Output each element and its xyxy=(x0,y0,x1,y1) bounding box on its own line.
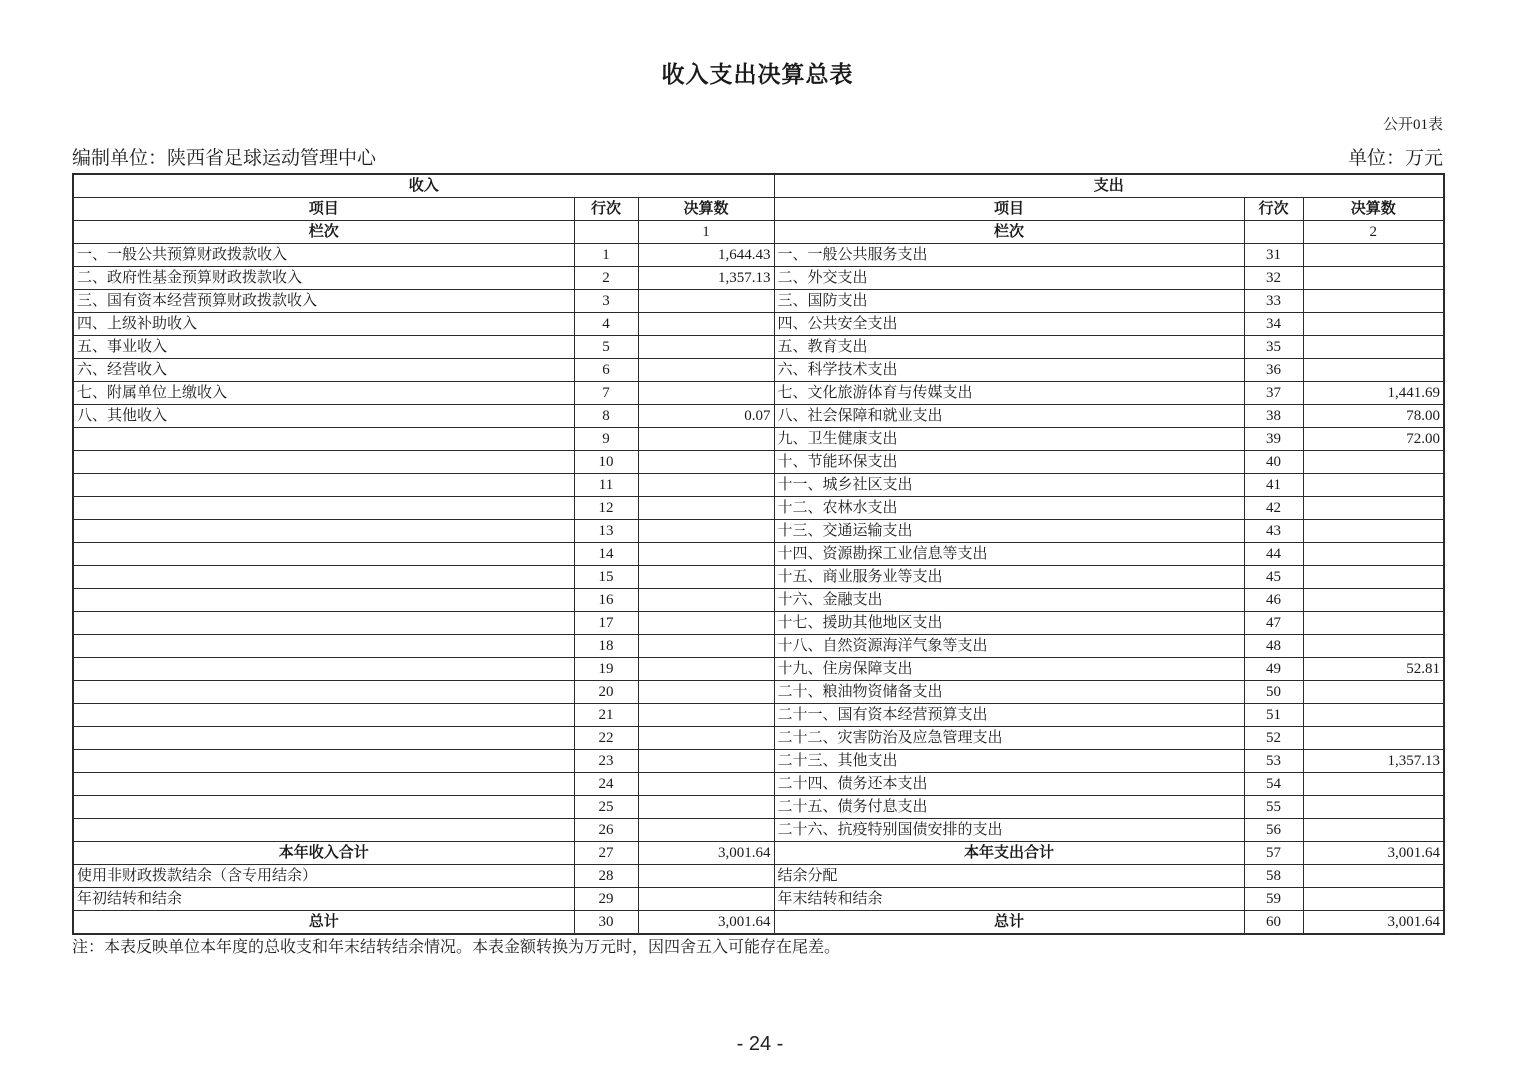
expense-item: 十五、商业服务业等支出 xyxy=(774,566,1244,589)
table-row xyxy=(73,497,1444,520)
expense-item: 七、文化旅游体育与传媒支出 xyxy=(774,382,1244,405)
income-item: 五、事业收入 xyxy=(73,336,574,359)
expense-line: 52 xyxy=(1244,727,1303,750)
income-amount xyxy=(638,497,774,520)
meta-row xyxy=(72,147,1443,171)
table-row xyxy=(73,842,1444,865)
income-item: 使用非财政拨款结余（含专用结余） xyxy=(73,865,574,888)
expense-line: 57 xyxy=(1244,842,1303,865)
income-amount xyxy=(638,474,774,497)
column-index-row xyxy=(73,221,1444,244)
income-column-number: 1 xyxy=(638,221,774,244)
expense-item: 十三、交通运输支出 xyxy=(774,520,1244,543)
page-number: - 24 - xyxy=(736,1033,784,1055)
income-line: 30 xyxy=(574,911,638,935)
column-header-row xyxy=(73,198,1444,221)
income-item xyxy=(73,428,574,451)
income-amount xyxy=(638,382,774,405)
expense-amount: 52.81 xyxy=(1303,658,1444,681)
expense-item: 一、一般公共服务支出 xyxy=(774,244,1244,267)
income-item: 总计 xyxy=(73,911,574,935)
expense-amount xyxy=(1303,543,1444,566)
expense-line: 37 xyxy=(1244,382,1303,405)
expense-item: 八、社会保障和就业支出 xyxy=(774,405,1244,428)
income-amount-header: 决算数 xyxy=(638,198,774,221)
expense-item: 年末结转和结余 xyxy=(774,888,1244,911)
section-header-row xyxy=(73,174,1444,198)
income-item: 一、一般公共预算财政拨款收入 xyxy=(73,244,574,267)
form-code-label: 公开01表 xyxy=(1382,117,1443,133)
income-line: 19 xyxy=(574,658,638,681)
expense-line: 56 xyxy=(1244,819,1303,842)
expense-column-number: 2 xyxy=(1303,221,1444,244)
expense-amount xyxy=(1303,244,1444,267)
income-line: 10 xyxy=(574,451,638,474)
income-line-header: 行次 xyxy=(574,198,638,221)
income-item: 三、国有资本经营预算财政拨款收入 xyxy=(73,290,574,313)
income-amount xyxy=(638,313,774,336)
table-row xyxy=(73,773,1444,796)
expense-amount xyxy=(1303,612,1444,635)
income-item xyxy=(73,704,574,727)
income-item xyxy=(73,520,574,543)
income-item: 六、经营收入 xyxy=(73,359,574,382)
expense-item: 二十六、抗疫特别国债安排的支出 xyxy=(774,819,1244,842)
expense-item: 二十一、国有资本经营预算支出 xyxy=(774,704,1244,727)
expense-amount xyxy=(1303,819,1444,842)
table-row xyxy=(73,911,1444,935)
expense-item: 十、节能环保支出 xyxy=(774,451,1244,474)
income-item xyxy=(73,566,574,589)
page-title: 收入支出决算总表 xyxy=(661,62,854,87)
expense-line: 38 xyxy=(1244,405,1303,428)
expense-line: 31 xyxy=(1244,244,1303,267)
income-line: 25 xyxy=(574,796,638,819)
income-item: 年初结转和结余 xyxy=(73,888,574,911)
income-item xyxy=(73,589,574,612)
income-line: 14 xyxy=(574,543,638,566)
expense-amount xyxy=(1303,865,1444,888)
income-item xyxy=(73,681,574,704)
expense-item: 总计 xyxy=(774,911,1244,935)
expense-item: 四、公共安全支出 xyxy=(774,313,1244,336)
expense-amount xyxy=(1303,267,1444,290)
income-line: 22 xyxy=(574,727,638,750)
expense-line: 33 xyxy=(1244,290,1303,313)
table-row xyxy=(73,635,1444,658)
budget-summary-table xyxy=(72,173,1445,935)
table-row xyxy=(73,244,1444,267)
table-row xyxy=(73,405,1444,428)
income-line: 5 xyxy=(574,336,638,359)
income-item xyxy=(73,819,574,842)
income-amount: 3,001.64 xyxy=(638,842,774,865)
expense-line: 49 xyxy=(1244,658,1303,681)
table-row xyxy=(73,451,1444,474)
expense-amount xyxy=(1303,451,1444,474)
expense-item: 十二、农林水支出 xyxy=(774,497,1244,520)
expense-line: 58 xyxy=(1244,865,1303,888)
expense-line: 39 xyxy=(1244,428,1303,451)
income-item xyxy=(73,727,574,750)
income-lanci-line-cell xyxy=(574,221,638,244)
income-amount xyxy=(638,543,774,566)
income-line: 20 xyxy=(574,681,638,704)
unit-label: 单位：万元 xyxy=(1347,148,1443,169)
income-amount xyxy=(638,451,774,474)
expense-amount: 3,001.64 xyxy=(1303,842,1444,865)
income-line: 15 xyxy=(574,566,638,589)
income-line: 21 xyxy=(574,704,638,727)
income-item: 七、附属单位上缴收入 xyxy=(73,382,574,405)
expense-amount xyxy=(1303,313,1444,336)
table-row xyxy=(73,796,1444,819)
income-amount xyxy=(638,359,774,382)
expense-line: 42 xyxy=(1244,497,1303,520)
income-amount xyxy=(638,888,774,911)
table-row xyxy=(73,267,1444,290)
expense-item: 十四、资源勘探工业信息等支出 xyxy=(774,543,1244,566)
expense-item: 二十四、债务还本支出 xyxy=(774,773,1244,796)
expense-item: 五、教育支出 xyxy=(774,336,1244,359)
expense-item: 本年支出合计 xyxy=(774,842,1244,865)
expense-item: 二十三、其他支出 xyxy=(774,750,1244,773)
table-row xyxy=(73,658,1444,681)
expense-amount xyxy=(1303,474,1444,497)
expense-line: 46 xyxy=(1244,589,1303,612)
expense-line: 51 xyxy=(1244,704,1303,727)
income-amount xyxy=(638,773,774,796)
income-amount: 3,001.64 xyxy=(638,911,774,935)
table-row xyxy=(73,290,1444,313)
income-amount xyxy=(638,336,774,359)
expense-line: 34 xyxy=(1244,313,1303,336)
expense-item: 结余分配 xyxy=(774,865,1244,888)
expense-lanci-line-cell xyxy=(1244,221,1303,244)
income-section-header: 收入 xyxy=(73,174,774,198)
income-amount xyxy=(638,681,774,704)
table-row xyxy=(73,336,1444,359)
income-line: 7 xyxy=(574,382,638,405)
expense-line: 45 xyxy=(1244,566,1303,589)
income-amount xyxy=(638,589,774,612)
expense-amount xyxy=(1303,727,1444,750)
income-line: 13 xyxy=(574,520,638,543)
income-line: 8 xyxy=(574,405,638,428)
table-row xyxy=(73,313,1444,336)
income-line: 6 xyxy=(574,359,638,382)
table-row xyxy=(73,543,1444,566)
income-line: 3 xyxy=(574,290,638,313)
income-line: 9 xyxy=(574,428,638,451)
report-sheet xyxy=(72,0,1443,958)
income-line: 17 xyxy=(574,612,638,635)
income-amount: 1,357.13 xyxy=(638,267,774,290)
expense-amount xyxy=(1303,704,1444,727)
table-row xyxy=(73,865,1444,888)
income-amount xyxy=(638,865,774,888)
expense-item: 十八、自然资源海洋气象等支出 xyxy=(774,635,1244,658)
expense-line: 59 xyxy=(1244,888,1303,911)
income-item xyxy=(73,451,574,474)
expense-line: 41 xyxy=(1244,474,1303,497)
prepared-by-label: 编制单位：陕西省足球运动管理中心 xyxy=(72,148,377,169)
expense-item: 九、卫生健康支出 xyxy=(774,428,1244,451)
income-item xyxy=(73,796,574,819)
expense-item: 二、外交支出 xyxy=(774,267,1244,290)
income-amount xyxy=(638,704,774,727)
expense-amount xyxy=(1303,520,1444,543)
expense-amount xyxy=(1303,773,1444,796)
table-row xyxy=(73,704,1444,727)
expense-amount: 3,001.64 xyxy=(1303,911,1444,935)
expense-item: 十一、城乡社区支出 xyxy=(774,474,1244,497)
expense-line: 53 xyxy=(1244,750,1303,773)
table-row xyxy=(73,888,1444,911)
expense-line: 35 xyxy=(1244,336,1303,359)
expense-amount: 1,441.69 xyxy=(1303,382,1444,405)
income-amount xyxy=(638,750,774,773)
expense-amount-header: 决算数 xyxy=(1303,198,1444,221)
expense-line: 43 xyxy=(1244,520,1303,543)
income-item-header: 项目 xyxy=(73,198,574,221)
expense-line: 36 xyxy=(1244,359,1303,382)
income-item xyxy=(73,612,574,635)
expense-item: 三、国防支出 xyxy=(774,290,1244,313)
expense-line: 40 xyxy=(1244,451,1303,474)
expense-item: 十九、住房保障支出 xyxy=(774,658,1244,681)
table-row xyxy=(73,474,1444,497)
expense-amount xyxy=(1303,888,1444,911)
expense-amount: 72.00 xyxy=(1303,428,1444,451)
expense-amount xyxy=(1303,589,1444,612)
income-line: 23 xyxy=(574,750,638,773)
income-line: 2 xyxy=(574,267,638,290)
income-item: 八、其他收入 xyxy=(73,405,574,428)
income-item xyxy=(73,635,574,658)
income-line: 24 xyxy=(574,773,638,796)
table-row xyxy=(73,382,1444,405)
income-line: 18 xyxy=(574,635,638,658)
table-row xyxy=(73,727,1444,750)
expense-line: 48 xyxy=(1244,635,1303,658)
table-row xyxy=(73,566,1444,589)
expense-line: 44 xyxy=(1244,543,1303,566)
income-line: 4 xyxy=(574,313,638,336)
income-amount: 1,644.43 xyxy=(638,244,774,267)
expense-line: 50 xyxy=(1244,681,1303,704)
income-amount: 0.07 xyxy=(638,405,774,428)
expense-section-header: 支出 xyxy=(774,174,1444,198)
income-item: 本年收入合计 xyxy=(73,842,574,865)
expense-item: 十七、援助其他地区支出 xyxy=(774,612,1244,635)
table-row xyxy=(73,612,1444,635)
expense-item: 二十二、灾害防治及应急管理支出 xyxy=(774,727,1244,750)
table-row xyxy=(73,681,1444,704)
income-amount xyxy=(638,635,774,658)
income-amount xyxy=(638,428,774,451)
income-line: 26 xyxy=(574,819,638,842)
expense-amount xyxy=(1303,635,1444,658)
expense-item: 十六、金融支出 xyxy=(774,589,1244,612)
income-line: 12 xyxy=(574,497,638,520)
expense-item: 二十、粮油物资储备支出 xyxy=(774,681,1244,704)
expense-amount xyxy=(1303,566,1444,589)
income-line: 11 xyxy=(574,474,638,497)
income-line: 27 xyxy=(574,842,638,865)
income-amount xyxy=(638,566,774,589)
expense-line: 47 xyxy=(1244,612,1303,635)
expense-line: 32 xyxy=(1244,267,1303,290)
income-amount xyxy=(638,727,774,750)
expense-amount xyxy=(1303,290,1444,313)
income-item xyxy=(73,474,574,497)
footnote: 注：本表反映单位本年度的总收支和年末结转结余情况。本表金额转换为万元时，因四舍五入可能存在尾差。 xyxy=(72,939,841,956)
income-item xyxy=(73,658,574,681)
income-item: 四、上级补助收入 xyxy=(73,313,574,336)
table-row xyxy=(73,589,1444,612)
income-item xyxy=(73,750,574,773)
income-amount xyxy=(638,658,774,681)
expense-line-header: 行次 xyxy=(1244,198,1303,221)
expense-lanci-label: 栏次 xyxy=(774,221,1244,244)
income-line: 1 xyxy=(574,244,638,267)
expense-amount xyxy=(1303,796,1444,819)
table-row xyxy=(73,520,1444,543)
expense-line: 60 xyxy=(1244,911,1303,935)
income-item: 二、政府性基金预算财政拨款收入 xyxy=(73,267,574,290)
expense-line: 55 xyxy=(1244,796,1303,819)
income-item xyxy=(73,543,574,566)
income-amount xyxy=(638,819,774,842)
income-line: 16 xyxy=(574,589,638,612)
income-amount xyxy=(638,796,774,819)
income-amount xyxy=(638,612,774,635)
income-amount xyxy=(638,290,774,313)
income-lanci-label: 栏次 xyxy=(73,221,574,244)
table-row xyxy=(73,428,1444,451)
expense-amount xyxy=(1303,681,1444,704)
expense-item: 六、科学技术支出 xyxy=(774,359,1244,382)
income-item xyxy=(73,773,574,796)
expense-amount xyxy=(1303,359,1444,382)
expense-amount: 1,357.13 xyxy=(1303,750,1444,773)
expense-line: 54 xyxy=(1244,773,1303,796)
income-line: 29 xyxy=(574,888,638,911)
expense-amount xyxy=(1303,497,1444,520)
income-item xyxy=(73,497,574,520)
table-row xyxy=(73,359,1444,382)
expense-item-header: 项目 xyxy=(774,198,1244,221)
expense-amount xyxy=(1303,336,1444,359)
expense-item: 二十五、债务付息支出 xyxy=(774,796,1244,819)
income-line: 28 xyxy=(574,865,638,888)
income-amount xyxy=(638,520,774,543)
table-row xyxy=(73,819,1444,842)
expense-amount: 78.00 xyxy=(1303,405,1444,428)
table-row xyxy=(73,750,1444,773)
